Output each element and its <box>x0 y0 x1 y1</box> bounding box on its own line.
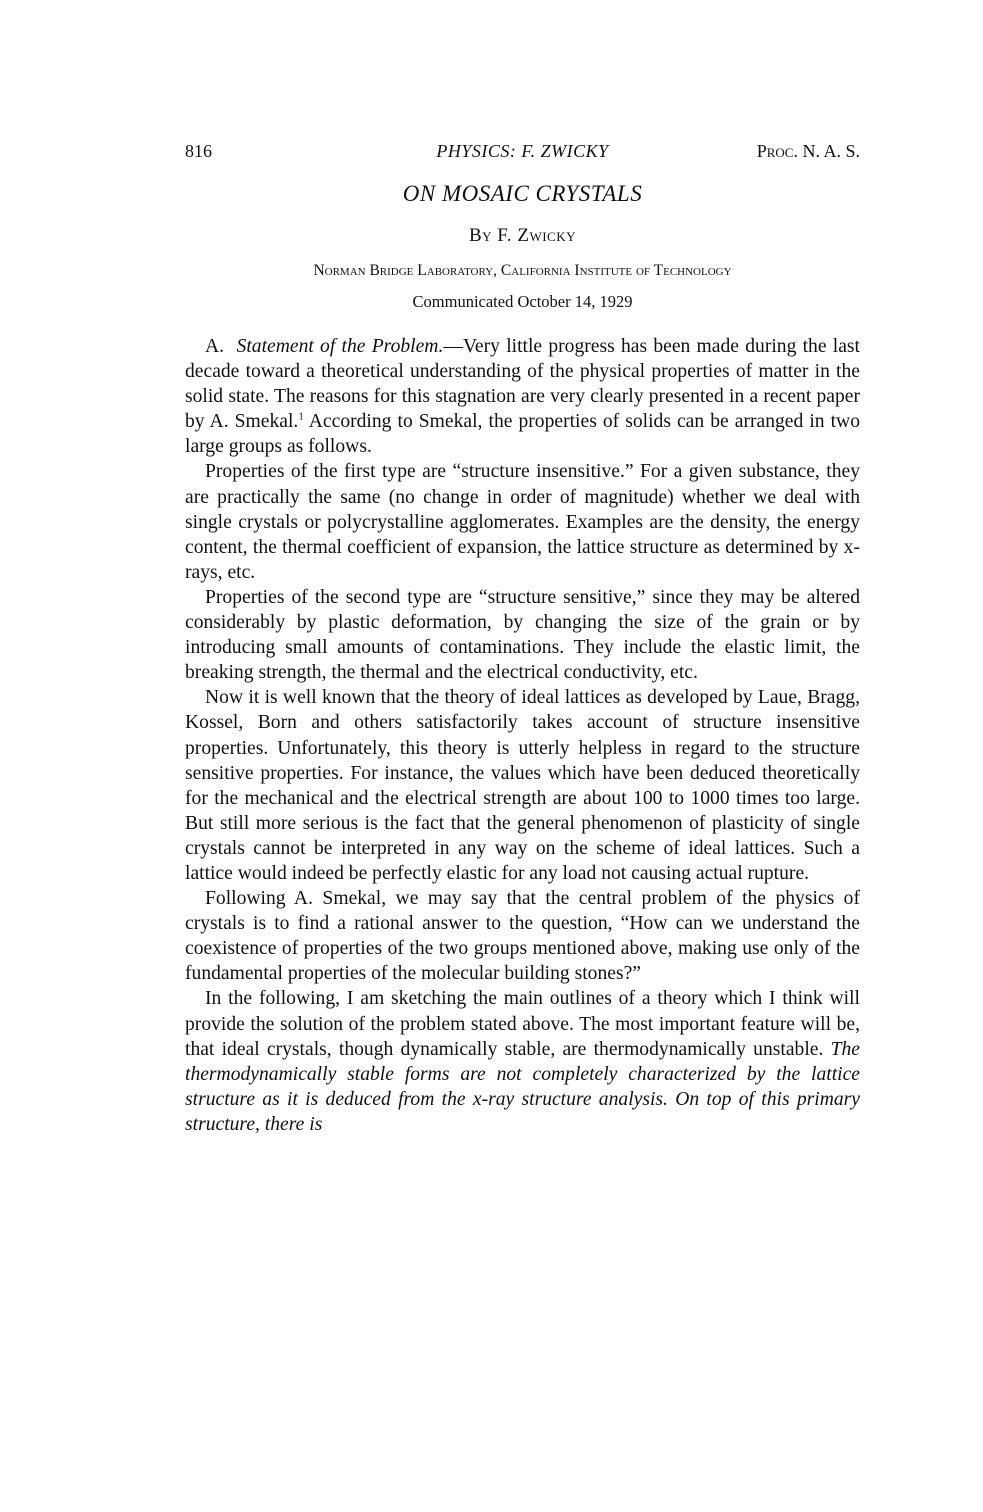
paragraph-6-italic: The thermodynamically stable forms are not completely characterized by the lattice structure as it is deduced from the x-ray structure analysis. On top of this primary structure, there is <box>185 1038 860 1135</box>
paragraph-1 <box>185 334 860 459</box>
article-title: ON MOSAIC CRYSTALS <box>402 181 643 206</box>
running-title: PHYSICS: F. ZWICKY <box>436 141 609 161</box>
paragraph-6 <box>185 986 860 1137</box>
paragraph-3: Properties of the second type are “structure sensitive,” since they may be altered considerably by plastic deformation, by changing the size of the grain or by introducing small amounts of contaminations. They include the elastic limit, the breaking strength, the thermal and the electrical conductivity, etc. <box>185 586 860 684</box>
running-head <box>185 138 860 164</box>
paragraph-4: Now it is well known that the theory of ideal lattices as developed by Laue, Bragg, Kossel, Born and others satisfactorily takes account of structure insensitive properties. Unfortunately, this theory is utterly helpless in regard to the structure sensitive properties. For instance, the values which have been deduced theoretically for the mechanical and the electrical strength are about 100 to 1000 times too large. But still more serious is the fact that the general phenomenon of plasticity of single crystals cannot be interpreted in any way on the scheme of ideal lattices. Such a lattice would indeed be perfectly elastic for any load not causing actual rupture. <box>185 687 860 884</box>
article-body <box>185 334 860 1137</box>
page-number: 816 <box>185 141 212 161</box>
section-label: A. <box>205 336 225 357</box>
paragraph-5: Following A. Smekal, we may say that the central problem of the physics of crystals is to find a rational answer to the question, “How can we understand the coexistence of properties of the two groups mentioned above, making use only of the fundamental properties of the molecular building stones?” <box>185 888 860 985</box>
article-author: By F. Zwicky <box>468 225 576 246</box>
journal-abbreviation: Proc. N. A. S. <box>756 141 860 161</box>
paragraph-1-text: —Very little progress has been made during the last decade toward a theoretical understanding of the physical properties of matter in the solid state. The reasons for this stagnation are very clearly presented in a recent paper by A. Smekal. <box>185 336 860 433</box>
communicated-date: Communicated October 14, 1929 <box>412 292 633 311</box>
paragraph-6-text: In the following, I am sketching the main outlines of a theory which I think will provide the solution of the problem stated above. The most important feature will be, that ideal crystals, though dynamically stable, are thermodynamically unstable. <box>185 988 860 1060</box>
section-heading: Statement of the Problem. <box>236 336 444 357</box>
footnote-ref: 1 <box>298 410 304 423</box>
paragraph-1-text-after: According to Smekal, the properties of solids can be arranged in two large groups as follows. <box>185 411 860 458</box>
paragraph-2: Properties of the first type are “structure insensitive.” For a given substance, they are practically the same (no change in order of magnitude) whether we deal with single crystals or polycrystalline agglomerates. Examples are the density, the energy content, the thermal coefficient of expansion, the lattice structure as determined by x-rays, etc. <box>185 461 860 583</box>
author-affiliation: Norman Bridge Laboratory, California Institute of Technology <box>313 262 732 279</box>
